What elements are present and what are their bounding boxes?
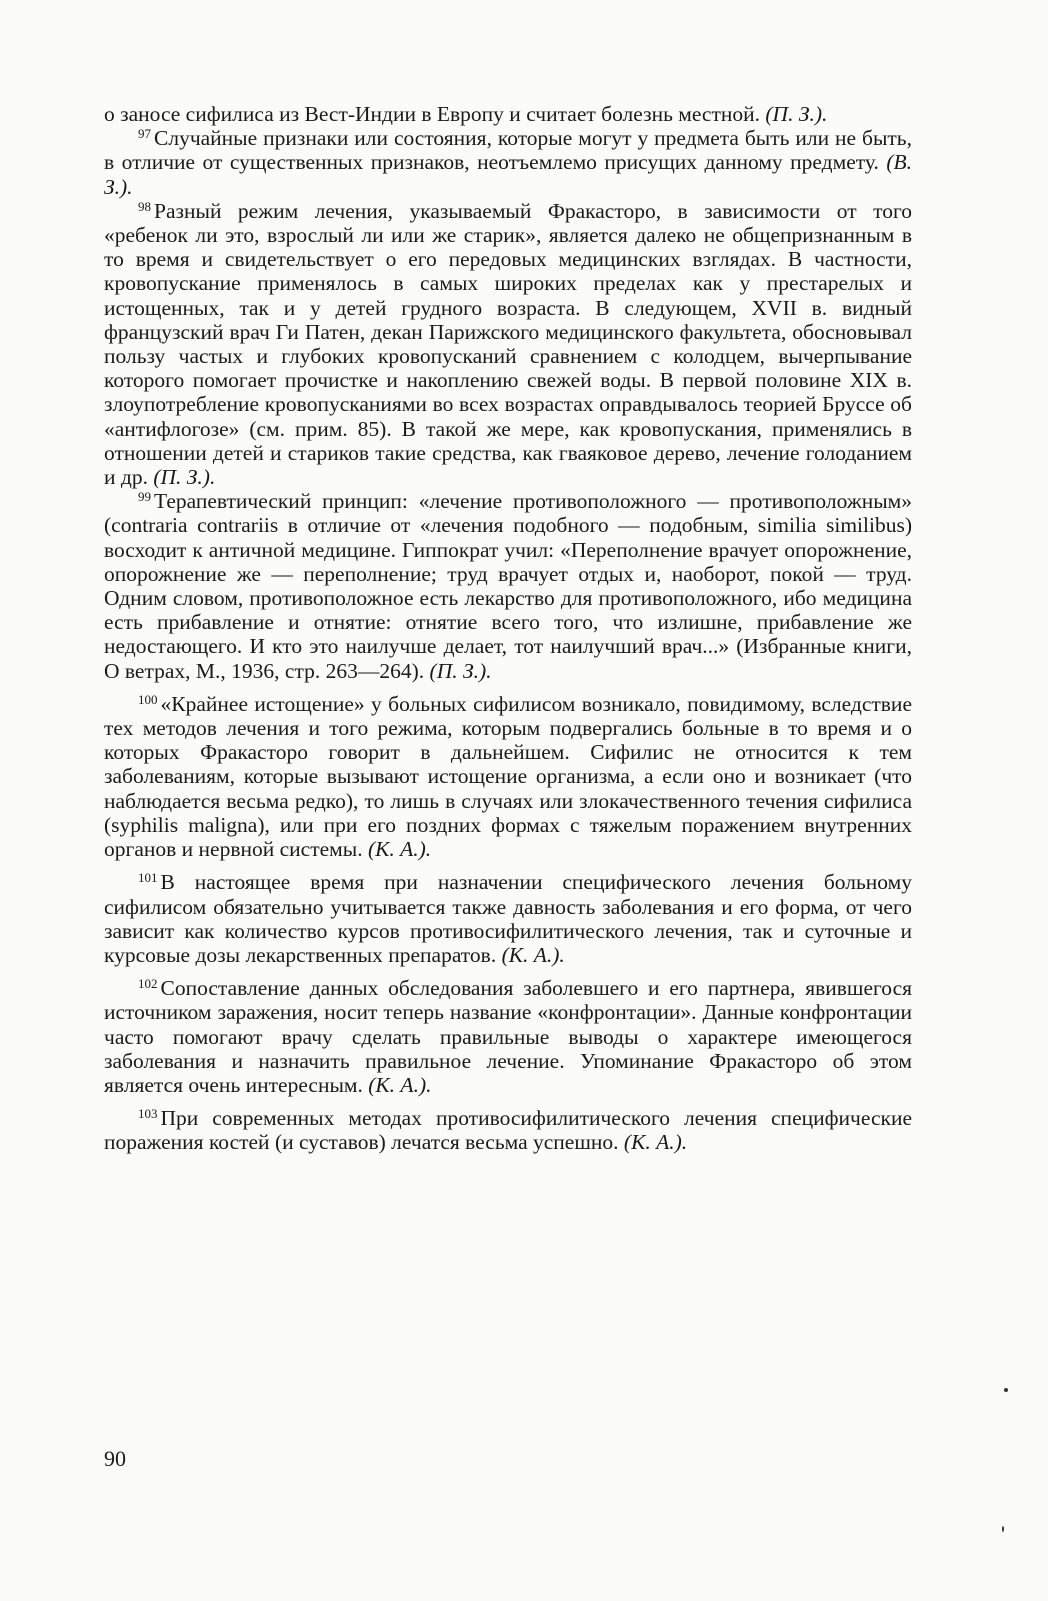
footnotes-page: [104, 102, 912, 1155]
footnote-number: 101: [138, 870, 158, 886]
footnote-number: 99: [138, 489, 151, 505]
footnote-number: 97: [138, 126, 151, 142]
footnote-103: [104, 1106, 912, 1154]
footnote-text: Разный режим лечения, указываемый Фракасторо, в зависимости от того «ребенок ли это, взрослый ли или же старик», является далеко не общепризнанным в то время и свидетельствует о его передовых медицинских взглядах. В частности, кровопускание применялось в самых широких пределах как у престарелых и истощенных, так и у детей грудного возраста. В следующем, XVII в. видный французский врач Ги Патен, декан Парижского медицинского факультета, обосновывал пользу частых и глубоких кровопусканий сравнением с колодцем, вычерпывание которого помогает прочистке и накоплению свежей воды. В первой половине XIX в. злоупотребление кровопусканиями во всех возрастах оправдывалось теорией Бруссе об «антифлогозе» (см. прим. 85). В такой же мере, как кровопускания, применялись в отношении детей и стариков такие средства, как гваяковое дерево, лечение голоданием и др.: [104, 198, 912, 490]
footnote-signature: (К. А.).: [501, 942, 565, 967]
footnote-text: Терапевтический принцип: «лечение противоположного — противоположным» (contraria contrariis в отличие от «лечения подобного — подобным, similia similibus) восходит к античной медицине. Гиппократ учил: «Переполнение врачует опорожнение, опорожнение же — переполнение; труд врачует отдых и, наоборот, покой — труд. Одним словом, противоположное есть лекарство для противоположного, ибо медицина есть прибавление и отнятие: отнятие всего того, что излишне, прибавление же недостающего. И кто это наилучше делает, тот наилучший врач...» (Избранные книги, О ветрах, М., 1936, стр. 263—264).: [104, 489, 912, 683]
footnote-signature: (К. А.).: [367, 837, 432, 862]
print-speck: [1004, 1388, 1008, 1392]
footnote-102: [104, 976, 912, 1097]
page-number: 90: [104, 1446, 126, 1471]
print-speck: [1002, 1526, 1004, 1532]
footnote-text: Случайные признаки или состояния, которые могут у предмета быть или не быть, в отличие от существенных признаков, неотъемлемо присущих данному предмету.: [104, 126, 912, 175]
footnote-number: 98: [138, 198, 151, 214]
footnote-text: Сопоставление данных обследования заболевшего и его партнера, явившегося источником заражения, носит теперь название «конфронтации». Данные конфронтации часто помогают врачу сделать правильные выводы о характере имеющегося заболевания и назначить правильное лечение. Упоминание Фракасторо об этом является очень интересным.: [104, 976, 912, 1097]
footnote-98: [104, 199, 912, 489]
footnote-text: При современных методах противосифилитического лечения специфические поражения костей (и суставов) лечатся весьма успешно.: [104, 1106, 912, 1155]
footnote-97: [104, 126, 912, 199]
footnote-101: [104, 870, 912, 967]
footnote-signature: (К. А.).: [368, 1072, 432, 1097]
footnote-number: 100: [138, 691, 158, 707]
footnote-100: [104, 692, 912, 861]
footnote-signature: (П. З.).: [153, 465, 216, 490]
footnote-continued: [104, 102, 912, 126]
footnote-99: [104, 489, 912, 683]
footnote-text: В настоящее время при назначении специфического лечения больному сифилисом обязательно учитывается также давность заболевания и его форма, от чего зависит как количество курсов противосифилитического лечения, так и суточные и курсовые дозы лекарственных препаратов.: [104, 870, 912, 967]
footnote-signature: (П. З.).: [429, 658, 492, 683]
footnote-signature: (К. А.).: [623, 1130, 688, 1155]
footnote-number: 103: [138, 1106, 158, 1122]
footnote-signature: (В. З.).: [104, 150, 912, 199]
footnote-number: 102: [138, 976, 158, 992]
footnote-text: «Крайнее истощение» у больных сифилисом возникало, повидимому, вследствие тех методов лечения и того режима, которым подвергались больные в то время и о которых Фракасторо говорит в дальнейшем. Сифилис не относится к тем заболеваниям, которые вызывают истощение организма, а если оно и возникает (что наблюдается весьма редко), то лишь в случаях или злокачественного течения сифилиса (syphilis maligna), или при его поздних формах с тяжелым поражением внутренних органов и нервной системы.: [104, 691, 912, 862]
footnote-signature: (П. З.).: [765, 102, 828, 126]
footnote-text: о заносе сифилиса из Вест-Индии в Европу и считает болезнь местной.: [104, 102, 761, 126]
